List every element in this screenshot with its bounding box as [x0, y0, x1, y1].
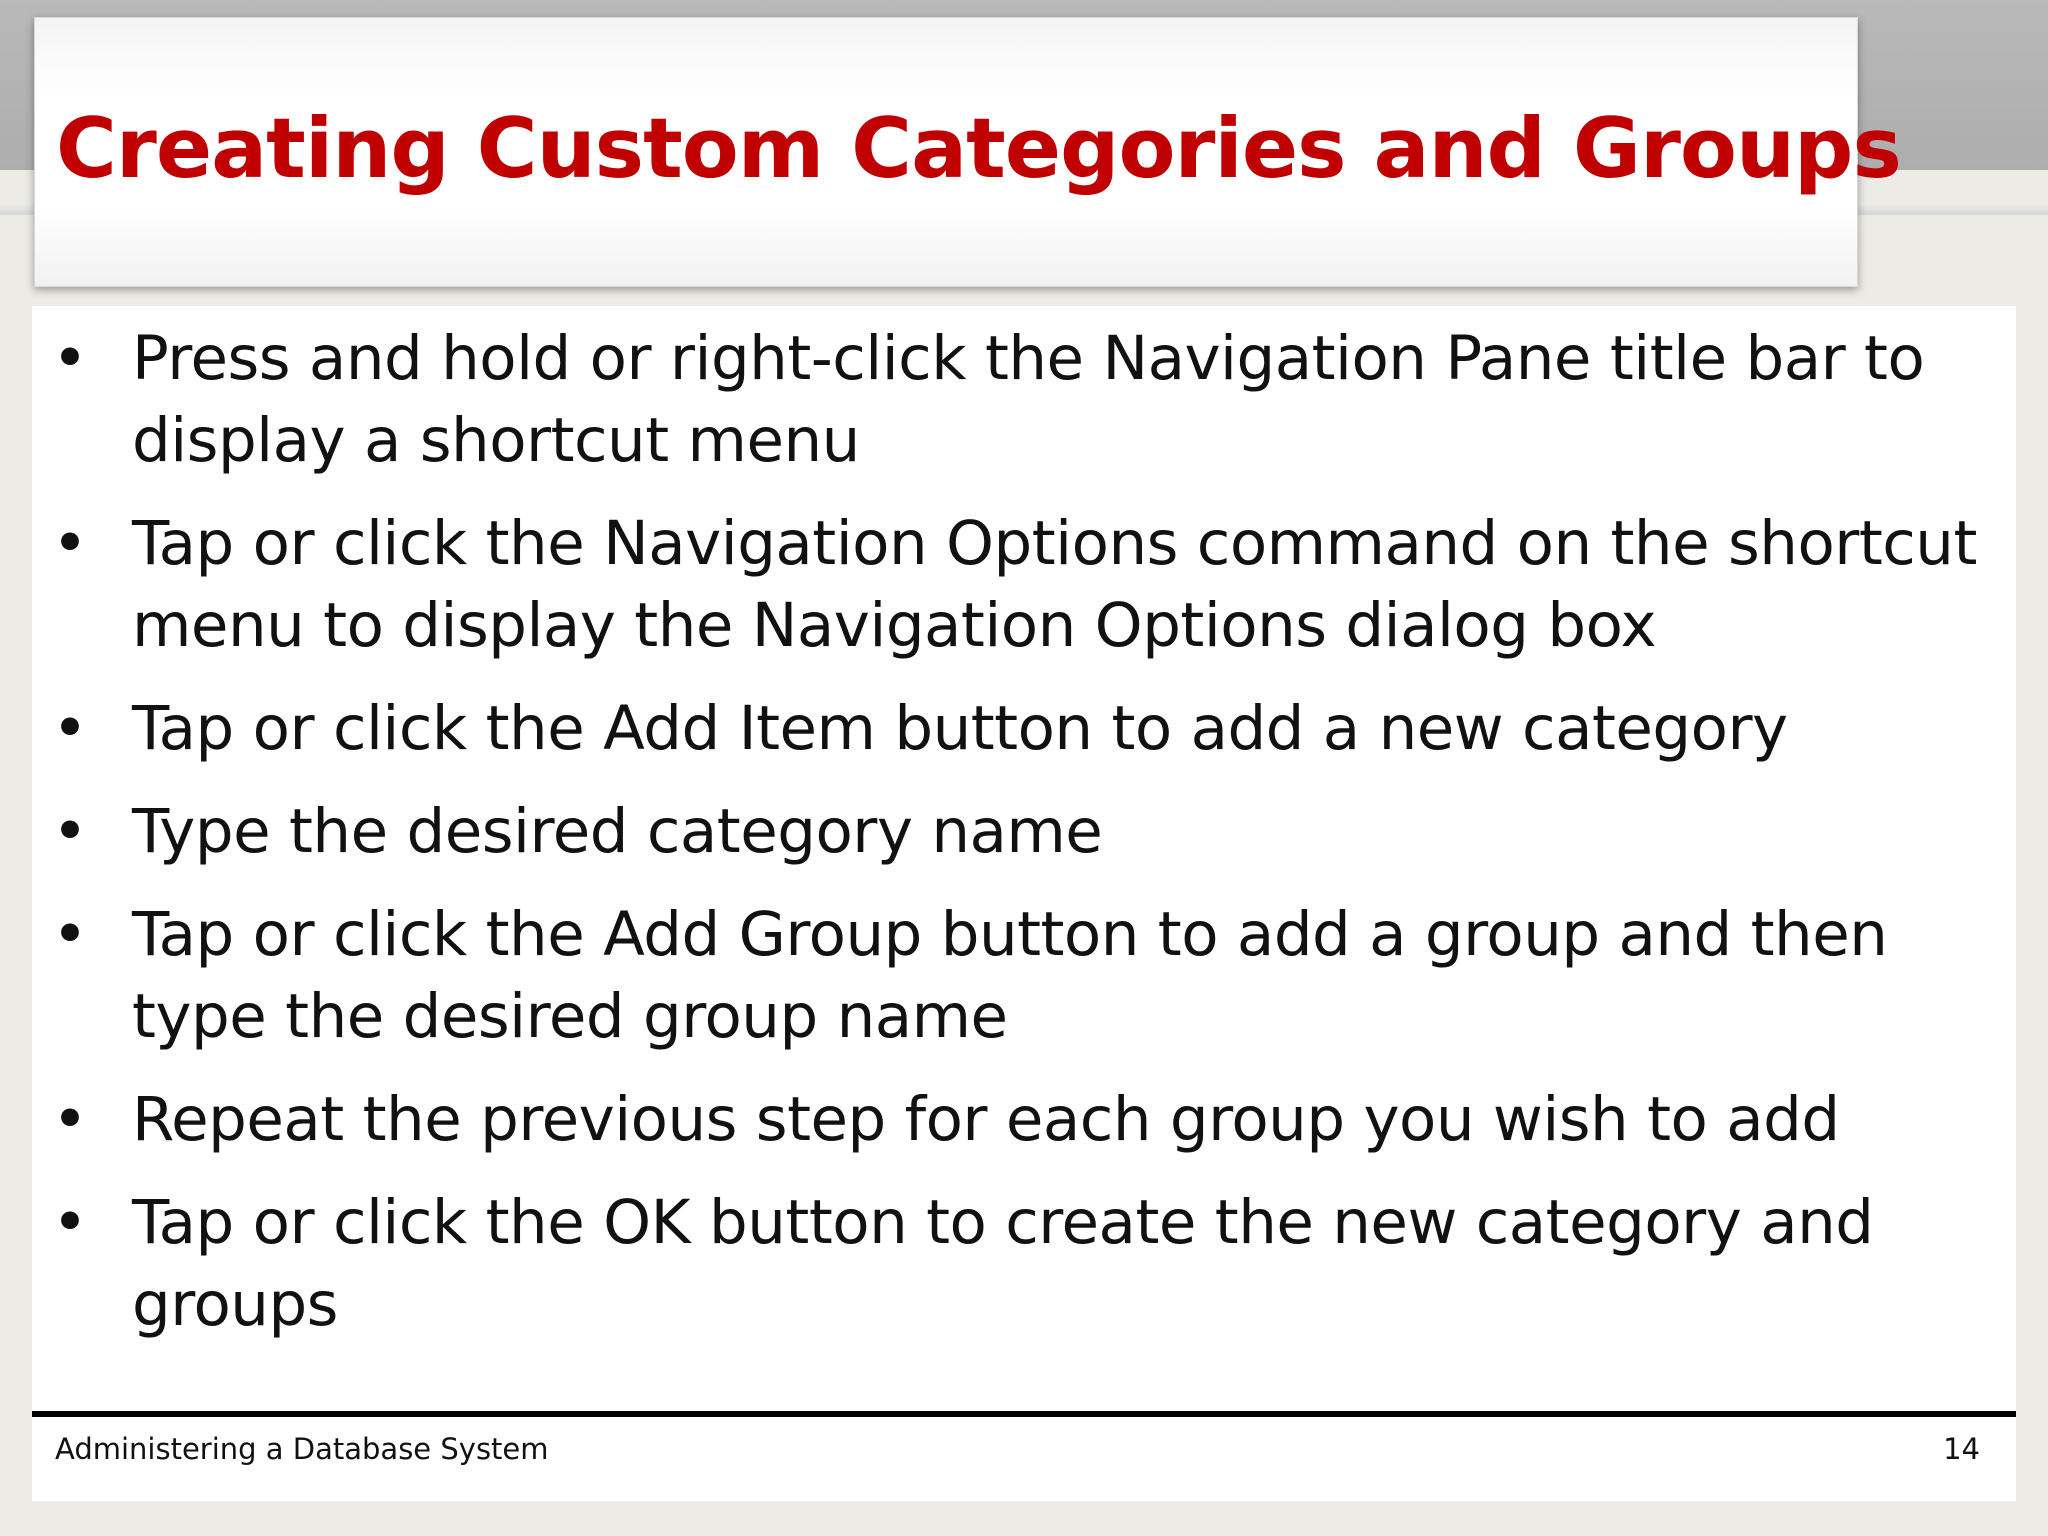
- footer-divider: [32, 1411, 2016, 1417]
- slide-title: Creating Custom Categories and Groups: [56, 100, 1901, 197]
- bullet-item: [52, 503, 2012, 667]
- bullet-dot: •: [52, 1084, 88, 1155]
- bullet-dot: •: [52, 693, 88, 764]
- footer-text: Administering a Database System: [55, 1432, 549, 1466]
- bullet-item: [52, 1079, 2012, 1161]
- bullet-item: [52, 791, 2012, 873]
- bullet-text: Tap or click the Navigation Options command on the shortcut menu to display the Navigation Options dialog box: [132, 508, 1977, 661]
- bullet-text: Type the desired category name: [132, 796, 1103, 867]
- bullet-item: [52, 1182, 2012, 1346]
- bullet-item: [52, 318, 2012, 482]
- bullet-text: Tap or click the Add Item button to add a new category: [132, 693, 1788, 764]
- bullet-dot: •: [52, 796, 88, 867]
- page-number: 14: [1943, 1432, 1980, 1466]
- bullet-text: Repeat the previous step for each group you wish to add: [132, 1084, 1840, 1155]
- bullet-text: Tap or click the OK button to create the new category and groups: [132, 1187, 1874, 1340]
- bullet-item: [52, 894, 2012, 1058]
- bullet-dot: •: [52, 323, 88, 394]
- bullet-dot: •: [52, 508, 88, 579]
- bullet-item: [52, 688, 2012, 770]
- bullet-dot: •: [52, 899, 88, 970]
- bullet-dot: •: [52, 1187, 88, 1258]
- bullet-list: [52, 318, 2012, 1367]
- bullet-text: Press and hold or right-click the Navigation Pane title bar to display a shortcut menu: [132, 323, 1925, 476]
- bullet-text: Tap or click the Add Group button to add a group and then type the desired group name: [132, 899, 1888, 1052]
